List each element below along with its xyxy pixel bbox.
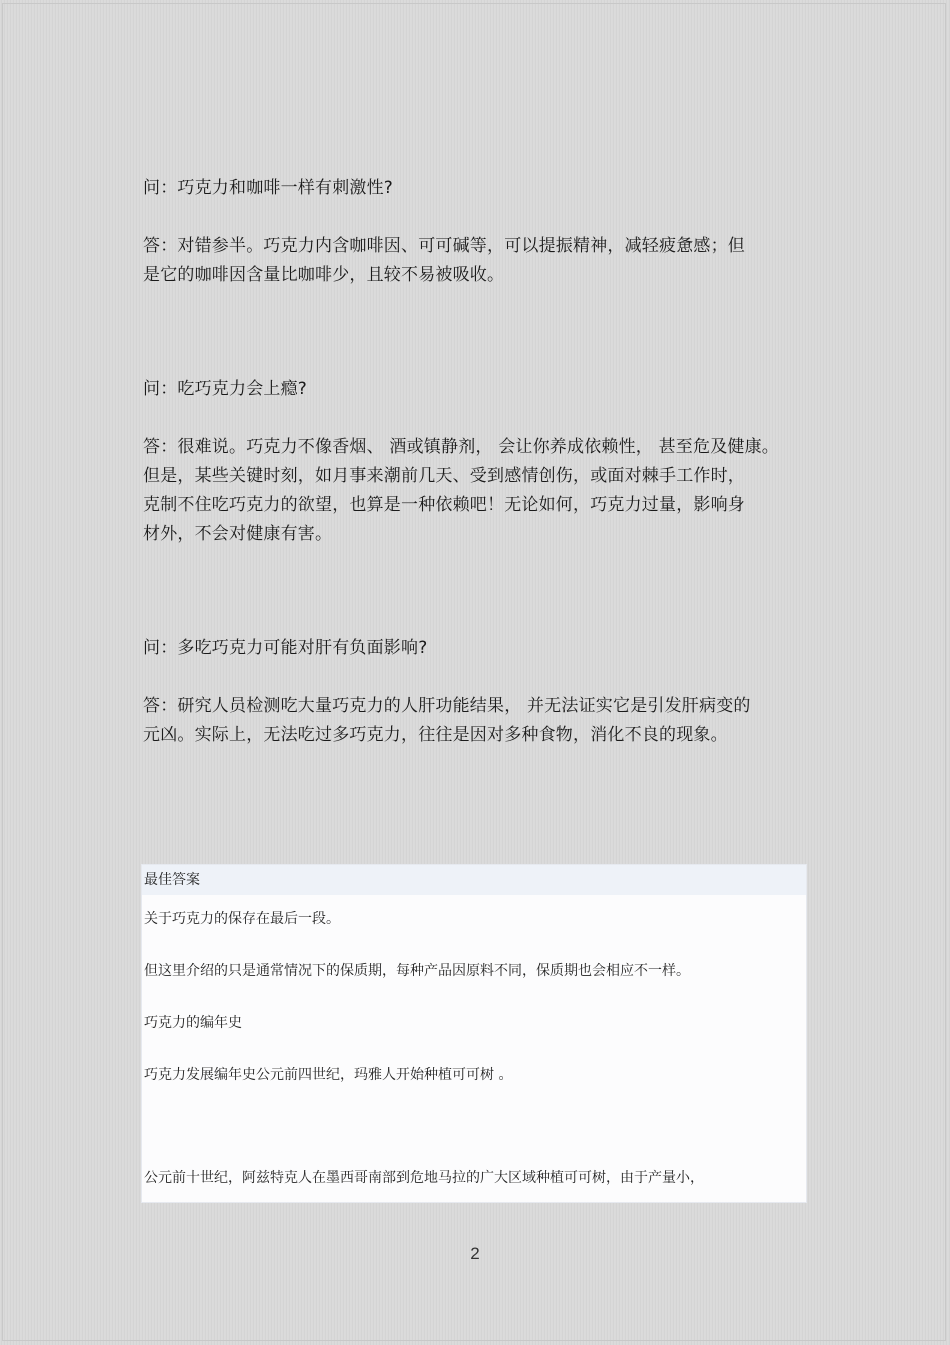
best-answer-line-3: 巧克力的编年史: [144, 1015, 242, 1031]
answer-2-line-4: 材外，不会对健康有害。: [143, 524, 333, 544]
qa-block-2: [143, 375, 793, 404]
best-answer-box: [141, 864, 807, 1203]
qa-block-3: [143, 634, 793, 663]
best-answer-line-1: 关于巧克力的保存在最后一段。: [144, 911, 340, 927]
answer-3-line-2: 元凶。实际上，无法吃过多巧克力，往往是因对多种食物，消化不良的现象。: [143, 725, 728, 745]
qa-block-1: [143, 174, 793, 203]
question-2: 问：吃巧克力会上瘾?: [143, 379, 308, 399]
page-number: 2: [470, 1244, 480, 1263]
answer-2-line-3: 克制不住吃巧克力的欲望，也算是一种依赖吧！无论如何，巧克力过量，影响身: [143, 495, 745, 515]
answer-1-line-2: 是它的咖啡因含量比咖啡少，且较不易被吸收。: [143, 265, 505, 285]
question-1: 问：巧克力和咖啡一样有刺激性?: [143, 178, 394, 198]
best-answer-line-5: 公元前十世纪，阿兹特克人在墨西哥南部到危地马拉的广大区域种植可可树，由于产量小，: [144, 1170, 704, 1186]
best-answer-line-4: 巧克力发展编年史公元前四世纪，玛雅人开始种植可可树 。: [144, 1067, 513, 1083]
answer-2-line-1: 答：很难说。巧克力不像香烟、 酒或镇静剂， 会让你养成依赖性， 甚至危及健康。: [143, 437, 780, 457]
best-answer-line-2: 但这里介绍的只是通常情况下的保质期，每种产品因原料不同，保质期也会相应不一样。: [144, 963, 690, 979]
answer-1-line-1: 答：对错参半。巧克力内含咖啡因、可可碱等，可以提振精神，减轻疲惫感；但: [143, 236, 745, 256]
answer-1: [143, 232, 793, 290]
question-3: 问：多吃巧克力可能对肝有负面影响?: [143, 638, 428, 658]
answer-3-line-1: 答：研究人员检测吃大量巧克力的人肝功能结果， 并无法证实它是引发肝病变的: [143, 696, 751, 716]
answer-2: [143, 433, 793, 549]
best-answer-header: 最佳答案: [142, 865, 806, 895]
answer-2-line-2: 但是，某些关键时刻，如月事来潮前几天、受到感情创伤，或面对棘手工作时，: [143, 466, 745, 486]
answer-3: [143, 692, 793, 750]
